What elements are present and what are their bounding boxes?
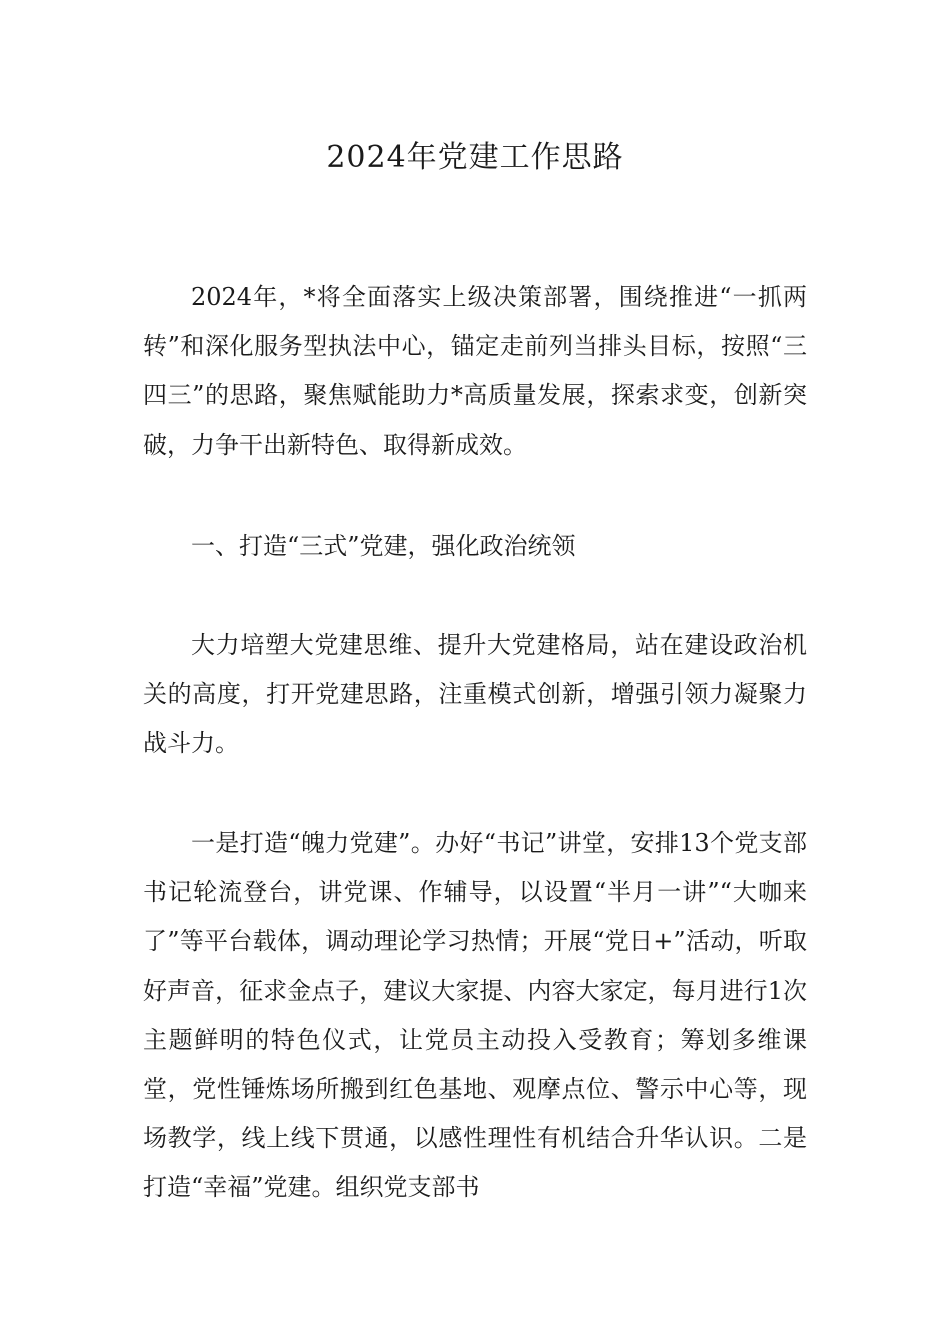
paragraph-details: 一是打造“魄力党建”。办好“书记”讲堂，安排13个党支部书记轮流登台，讲党课、作辅导，以设置“半月一讲”“大咖来了”等平台载体，调动理论学习热情；开展“党日+”活动，听取好声音，征求金点子，建议大家提、内容大家定，每月进行1次主题鲜明的特色仪式，让党员主动投入受教育；筹划多维课堂，党性锤炼场所搬到红色基地、观摩点位、警示中心等，现场教学，线上线下贯通，以感性理性有机结合升华认识。二是打造“幸福”党建。组织党支部书 xyxy=(143,829,807,1202)
section-heading: 一、打造“三式”党建，强化政治统领 xyxy=(191,532,576,560)
paragraph-intro: 2024年，*将全面落实上级决策部署，围绕推进“一抓两转”和深化服务型执法中心，锚定走前列当排头目标，按照“三四三”的思路，聚焦赋能助力*高质量发展，探索求变，创新突破，力争干出新特色、取得新成效。 xyxy=(143,283,807,459)
document-title: 2024年党建工作思路 xyxy=(326,140,624,175)
paragraph-section-summary: 大力培塑大党建思维、提升大党建格局，站在建设政治机关的高度，打开党建思路，注重模式创新，增强引领力凝聚力战斗力。 xyxy=(143,631,807,758)
